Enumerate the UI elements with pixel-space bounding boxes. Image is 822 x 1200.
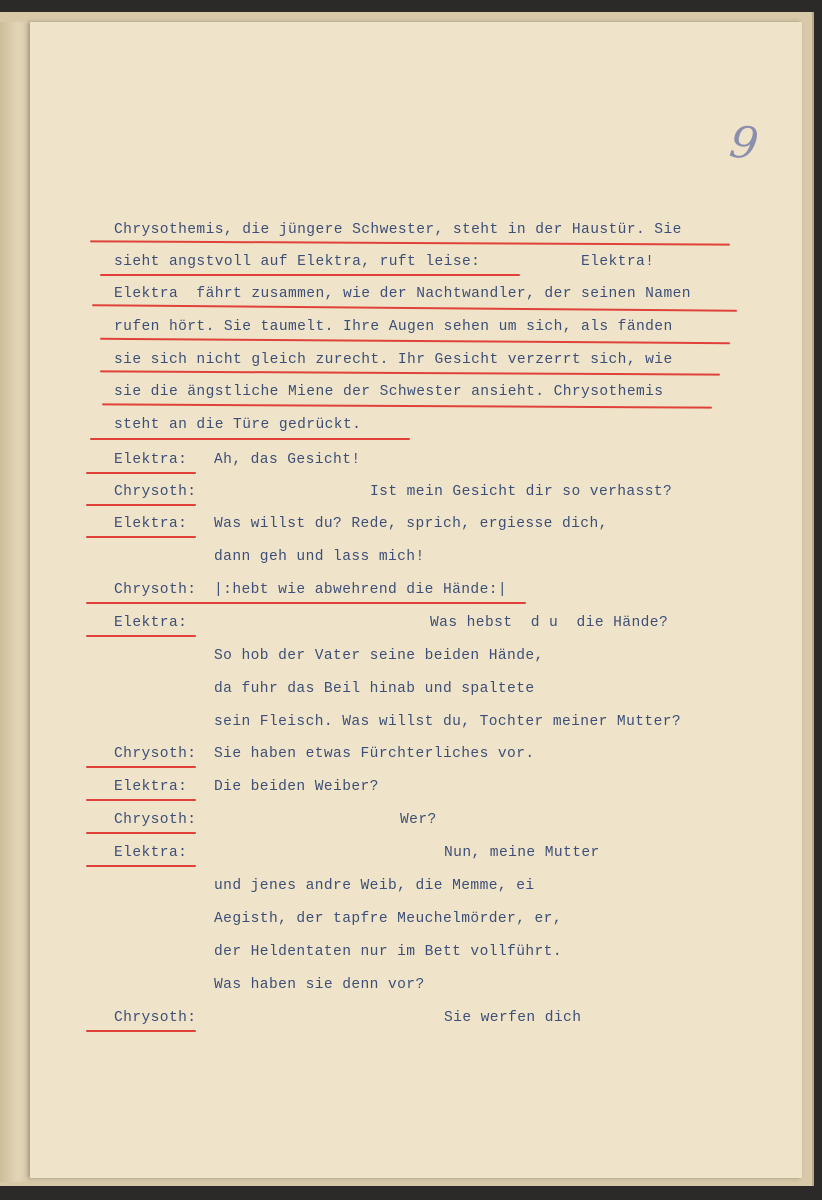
speaker-name: Elektra:: [114, 779, 188, 795]
stack-edge: [0, 22, 30, 1182]
red-underline: [102, 403, 712, 408]
dialogue-text: So hob der Vater seine beiden Hände,: [214, 648, 544, 664]
speaker-name: Chrysoth:: [114, 1010, 197, 1026]
red-underline: [100, 274, 520, 276]
red-underline: [86, 766, 196, 768]
page-number: 9: [726, 116, 762, 171]
speaker-name: Chrysoth:: [114, 812, 197, 828]
dialogue-text: Was hebst d u die Hände?: [430, 615, 669, 631]
speaker-name: Elektra:: [114, 615, 188, 631]
red-underline: [100, 370, 720, 375]
red-underline: [86, 472, 196, 474]
dialogue-text: Nun, meine Mutter: [444, 845, 600, 861]
red-underline: [86, 865, 196, 867]
stage-direction-line: sie sich nicht gleich zurecht. Ihr Gesicht verzerrt sich, wie: [114, 352, 673, 368]
dialogue-text: der Heldentaten nur im Bett vollführt.: [214, 944, 562, 960]
red-underline: [90, 438, 410, 440]
dialogue-text: Ah, das Gesicht!: [214, 452, 361, 468]
red-underline: [86, 832, 196, 834]
stage-direction-line: Elektra fährt zusammen, wie der Nachtwandler, der seinen Namen: [114, 286, 691, 302]
stage-direction-line: Chrysothemis, die jüngere Schwester, steht in der Haustür. Sie: [114, 222, 682, 238]
speaker-name: Chrysoth:: [114, 746, 197, 762]
dialogue-text: |:hebt wie abwehrend die Hände:|: [214, 582, 508, 598]
dialogue-text: Sie haben etwas Fürchterliches vor.: [214, 746, 535, 762]
red-underline: [86, 602, 526, 604]
dialogue-text: sein Fleisch. Was willst du, Tochter meiner Mutter?: [214, 714, 682, 730]
red-underline: [86, 799, 196, 801]
dialogue-text: und jenes andre Weib, die Memme, ei: [214, 878, 535, 894]
red-underline: [92, 304, 737, 312]
red-underline: [86, 536, 196, 538]
speaker-name: Elektra:: [114, 845, 188, 861]
dialogue-text: Sie werfen dich: [444, 1010, 582, 1026]
stage-direction-line: sieht angstvoll auf Elektra, ruft leise: Elektra!: [114, 254, 655, 270]
red-underline: [90, 240, 730, 245]
dialogue-text: Die beiden Weiber?: [214, 779, 379, 795]
speaker-name: Elektra:: [114, 452, 188, 468]
speaker-name: Elektra:: [114, 516, 188, 532]
dialogue-text: da fuhr das Beil hinab und spaltete: [214, 681, 535, 697]
red-underline: [86, 504, 196, 506]
dialogue-text: dann geh und lass mich!: [214, 549, 425, 565]
dialogue-text: Was haben sie denn vor?: [214, 977, 425, 993]
red-underline: [86, 1030, 196, 1032]
speaker-name: Chrysoth:: [114, 582, 197, 598]
dialogue-text: Was willst du? Rede, sprich, ergiesse dich,: [214, 516, 608, 532]
dialogue-text: Aegisth, der tapfre Meuchelmörder, er,: [214, 911, 562, 927]
typescript-page: [30, 22, 802, 1178]
stage-direction-line: sie die ängstliche Miene der Schwester ansieht. Chrysothemis: [114, 384, 664, 400]
stage-direction-line: rufen hört. Sie taumelt. Ihre Augen sehen um sich, als fänden: [114, 319, 673, 335]
red-underline: [100, 338, 730, 344]
speaker-name: Chrysoth:: [114, 484, 197, 500]
red-underline: [86, 635, 196, 637]
dialogue-text: Wer?: [400, 812, 437, 828]
stage-direction-line: steht an die Türe gedrückt.: [114, 417, 362, 433]
dialogue-text: Ist mein Gesicht dir so verhasst?: [370, 484, 673, 500]
